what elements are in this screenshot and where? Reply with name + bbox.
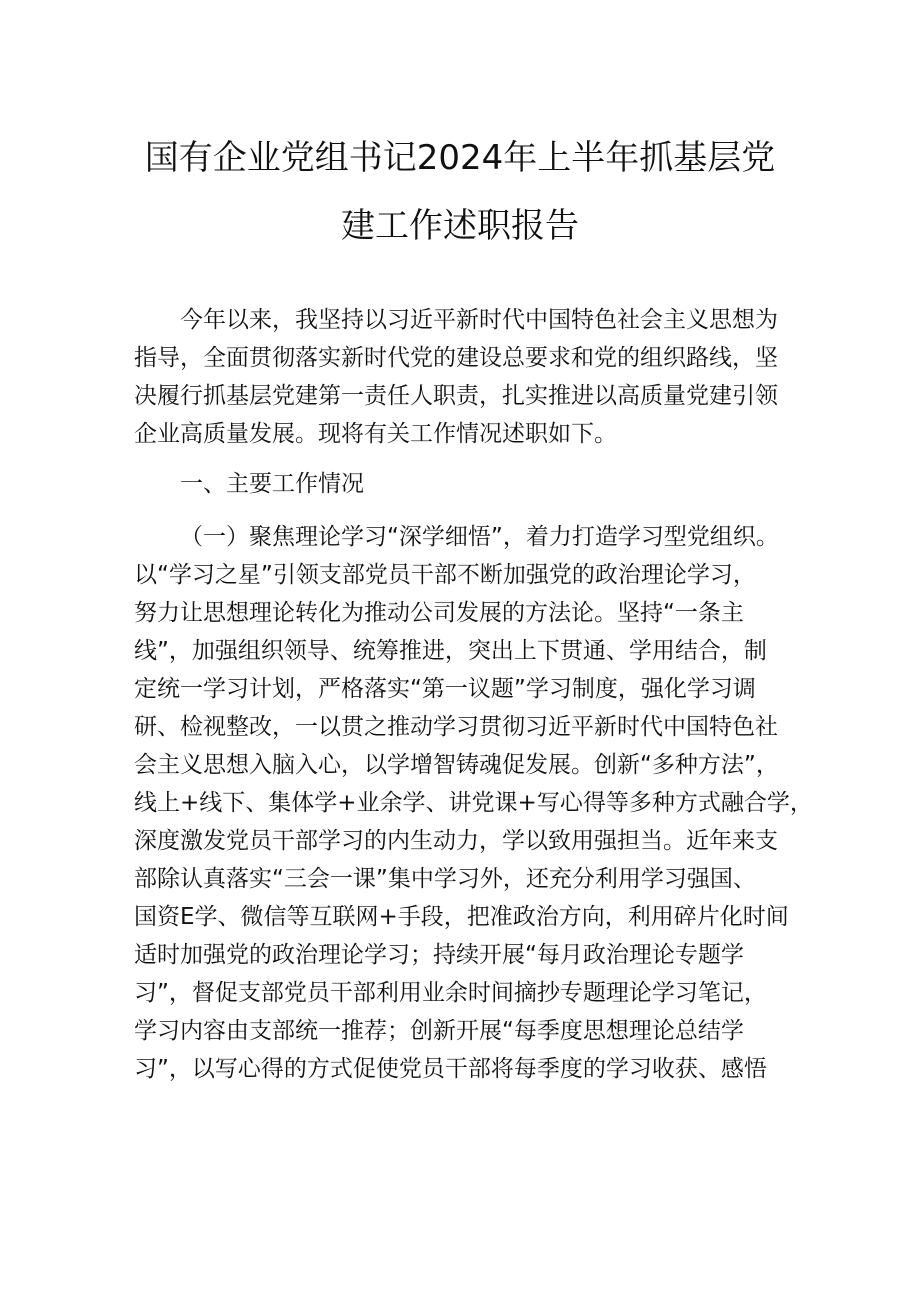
- paragraph-2-line-4: 线”，加强组织领导、统筹推进，突出上下贯通、学用结合，制: [134, 638, 767, 664]
- paragraph-1-line-3: 决履行抓基层党建第一责任人职责，扎实推进以高质量党建引领: [134, 383, 778, 409]
- document-title-line-2: 建工作述职报告: [341, 206, 579, 246]
- paragraph-2-line-6: 研、检视整改，一以贯之推动学习贯彻习近平新时代中国特色社: [134, 714, 778, 740]
- paragraph-2-line-9: 深度激发党员干部学习的内生动力，学以致用强担当。近年来支: [134, 828, 778, 854]
- document-title-line-1: 国有企业党组书记2024年上半年抓基层党: [144, 138, 776, 178]
- paragraph-2-line-3: 努力让思想理论转化为推动公司发展的方法论。坚持“一条主: [134, 600, 744, 626]
- paragraph-1-line-4: 企业高质量发展。现将有关工作情况述职如下。: [134, 421, 617, 447]
- paragraph-2-line-7: 会主义思想入脑入心，以学增智铸魂促发展。创新“多种方法”，: [134, 752, 779, 778]
- paragraph-2-line-2: 以“学习之星”引领支部党员干部不断加强党的政治理论学习，: [134, 562, 756, 588]
- paragraph-2-line-8: 线上+线下、集体学+业余学、讲党课+写心得等多种方式融合学，: [134, 790, 813, 816]
- section-heading-main-work: 一、主要工作情况: [180, 471, 364, 497]
- paragraph-2-line-11: 国资E学、微信等互联网+手段，把准政治方向，利用碎片化时间: [134, 904, 789, 930]
- paragraph-2-line-5: 定统一学习计划，严格落实“第一议题”学习制度，强化学习调: [134, 676, 756, 702]
- paragraph-1-line-2: 指导，全面贯彻落实新时代党的建设总要求和党的组织路线，坚: [134, 345, 778, 371]
- paragraph-2-line-14: 学习内容由支部统一推荐；创新开展“每季度思想理论总结学: [134, 1018, 744, 1044]
- paragraph-2-line-10: 部除认真落实“三会一课”集中学习外，还充分利用学习强国、: [134, 866, 756, 892]
- paragraph-2-line-12: 适时加强党的政治理论学习；持续开展“每月政治理论专题学: [134, 942, 744, 968]
- paragraph-2-line-13: 习”，督促支部党员干部利用业余时间摘抄专题理论学习笔记，: [134, 980, 767, 1006]
- paragraph-1-line-1: 今年以来，我坚持以习近平新时代中国特色社会主义思想为: [180, 307, 778, 333]
- paragraph-2-line-1: （一）聚焦理论学习“深学细悟”，着力打造学习型党组织。: [180, 524, 779, 550]
- paragraph-2-line-15: 习”，以写心得的方式促使党员干部将每季度的学习收获、感悟: [134, 1056, 767, 1082]
